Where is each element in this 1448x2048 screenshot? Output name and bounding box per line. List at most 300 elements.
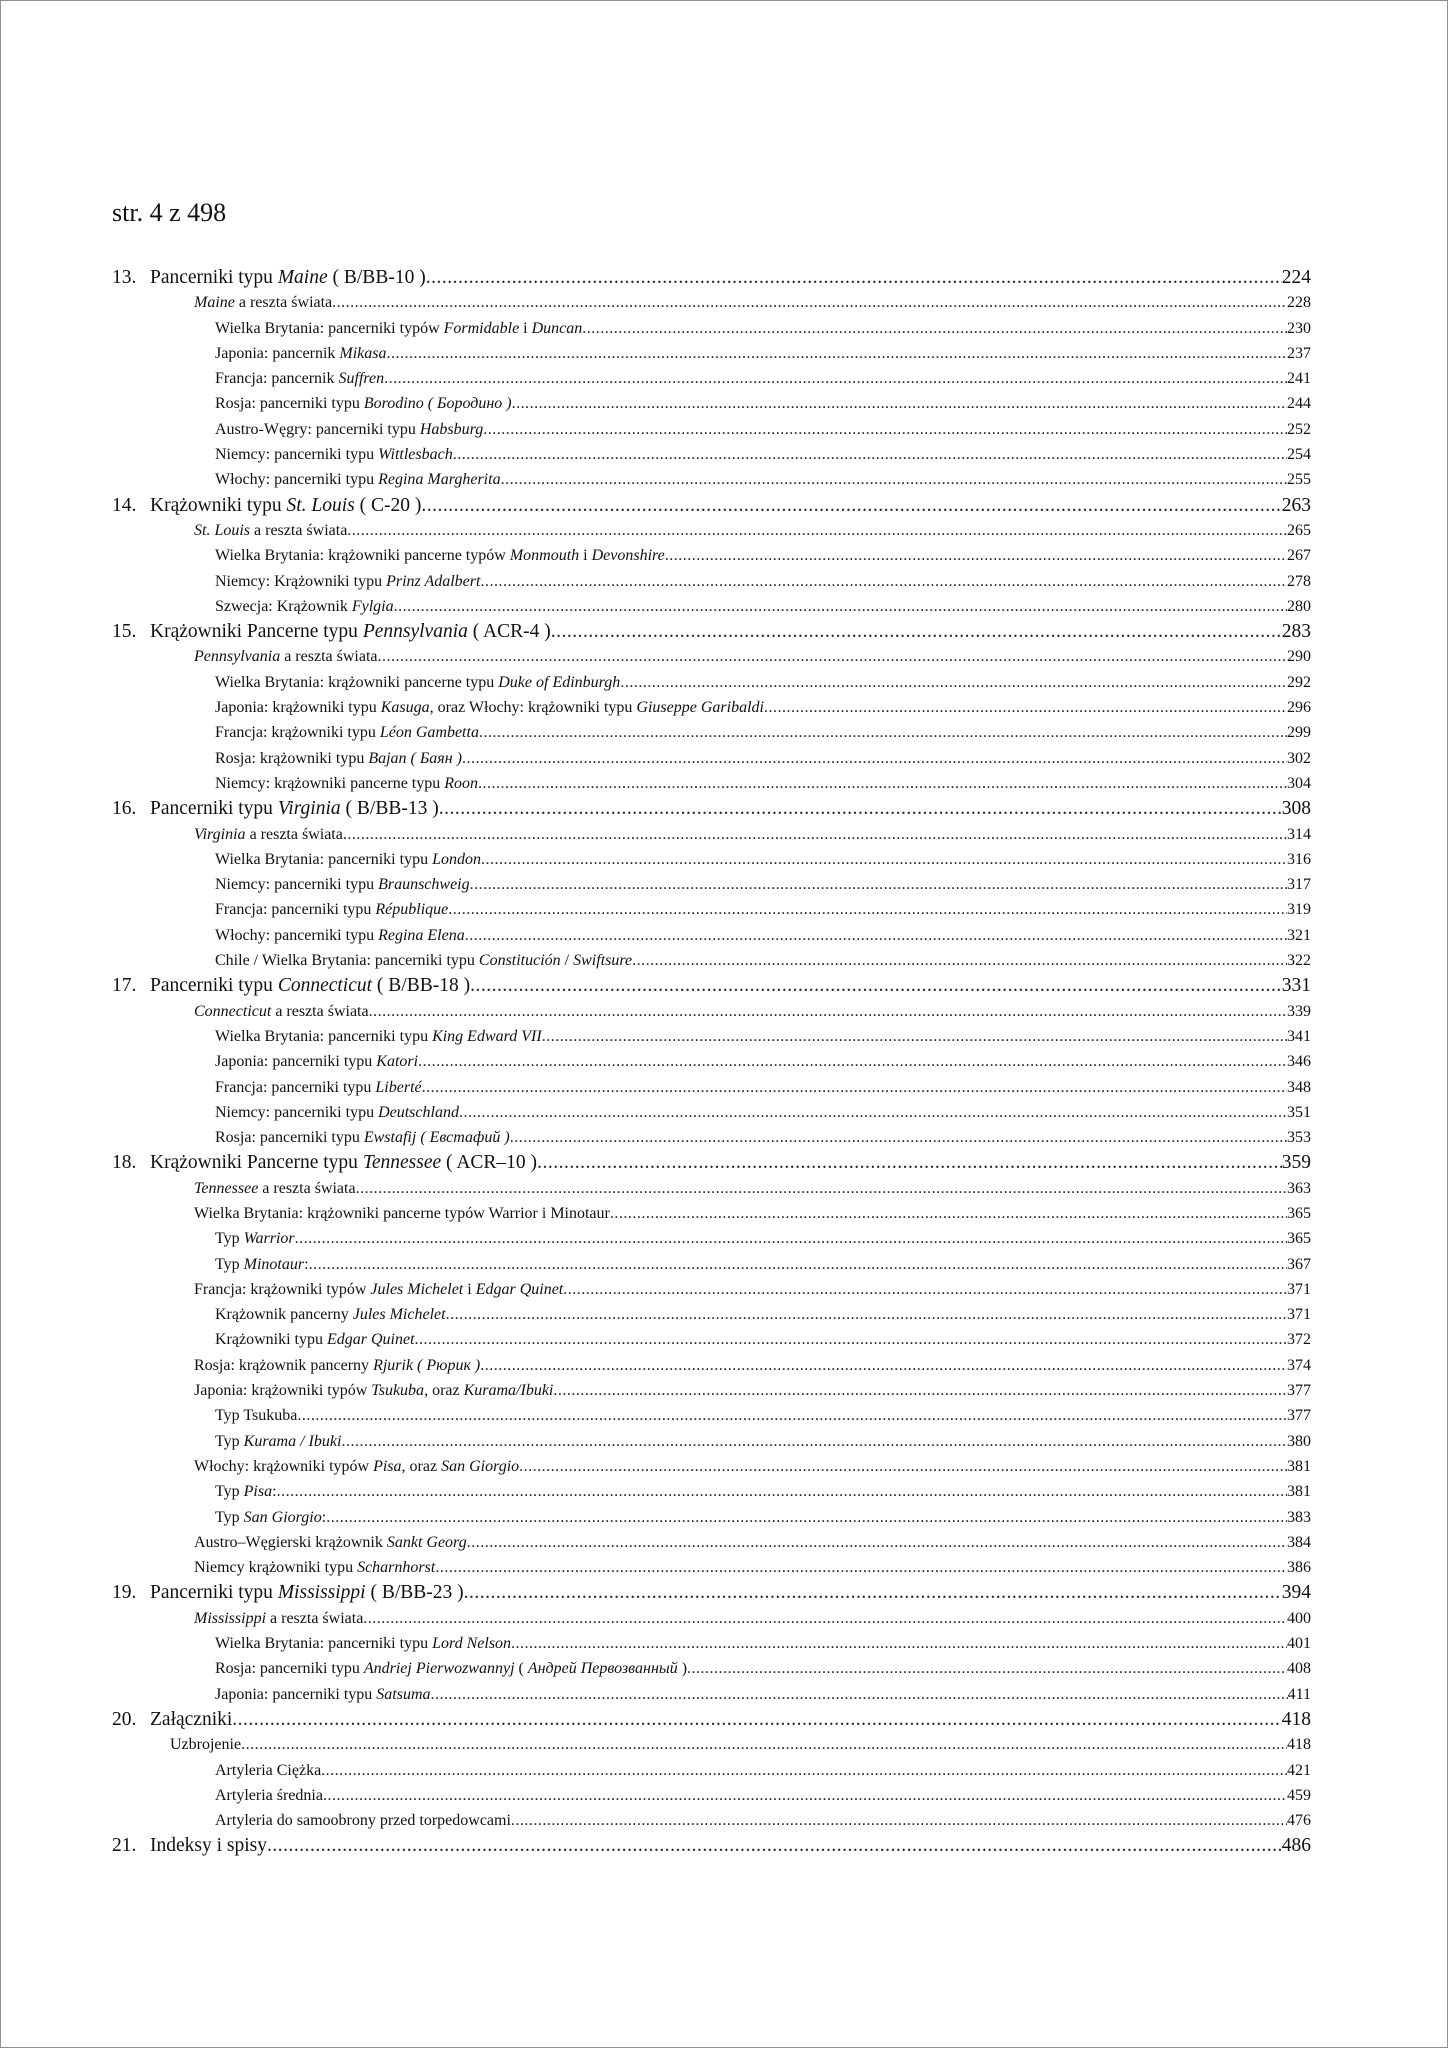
toc-dot-leader [620,670,1287,695]
toc-page-number: 371 [1287,1306,1311,1324]
toc-entry-title [215,543,665,568]
toc-dot-leader [431,1682,1288,1707]
toc-title-part: Szwecja: Krążownik [215,597,352,615]
toc-section-entry [112,1201,1311,1226]
toc-title-italic-part: Deutschland [378,1103,459,1121]
toc-entry-title [215,1808,511,1833]
toc-dot-leader [343,822,1287,847]
toc-entry-title [215,695,764,720]
toc-dot-leader [446,1302,1287,1327]
page-header: str. 4 z 498 [112,198,227,227]
toc-chapter-number: 21. [112,1835,137,1857]
toc-title-part: Wielka Brytania: krążowniki pancerne typów [215,547,510,565]
toc-title-italic-part: Devonshire [591,547,665,565]
toc-title-part: Wielka Brytania: krążowniki pancerne typów Warrior i Minotaur [194,1204,610,1222]
toc-section-entry [112,644,1311,669]
toc-page-number: 283 [1281,621,1311,643]
toc-dot-leader [295,1226,1287,1251]
toc-title-italic-part: Borodino ( Бородино ) [363,395,512,413]
toc-section-entry [112,1631,1311,1656]
toc-entry-title [194,1378,553,1403]
toc-title-italic-part: Virginia [194,825,246,843]
toc-title-part: Rosja: pancerniki typu [215,395,364,413]
toc-entry-title [215,1783,323,1808]
toc-dot-leader [480,569,1287,594]
toc-section-entry [112,695,1311,720]
toc-title-part: Francja: krążowniki typu [215,724,380,742]
toc-title-italic-part: Giuseppe Garibaldi [636,699,764,717]
toc-dot-leader [632,948,1287,973]
toc-entry-title [194,1606,363,1631]
toc-title-part: Chile / Wielka Brytania: pancerniki typu [215,952,479,970]
toc-section-entry [112,1479,1311,1504]
toc-entry-title [215,1075,422,1100]
toc-title-part: i [579,547,592,565]
toc-title-italic-part: Regina Margherita [378,471,501,489]
toc-title-part: Krążownik pancerny [215,1306,353,1324]
toc-entry-title [215,1631,511,1656]
toc-title-part: , oraz Włochy: krążowniki typu [429,699,637,717]
toc-section-entry [112,1302,1311,1327]
toc-title-part: Typ Tsukuba [215,1407,298,1425]
toc-section-entry [112,1429,1311,1454]
toc-entry-title [150,1580,464,1605]
toc-title-part: Wielka Brytania: pancerniki typów [215,319,444,337]
toc-title-italic-part: Bajan ( Баян ) [368,749,462,767]
toc-page-number: 384 [1287,1533,1311,1551]
toc-dot-leader [465,923,1287,948]
toc-title-italic-part: Tennessee [362,1152,442,1174]
toc-page-number: 319 [1287,901,1311,919]
toc-section-entry [112,543,1311,568]
toc-dot-leader [537,1150,1282,1175]
toc-section-entry [112,1125,1311,1150]
toc-title-part: Wielka Brytania: pancerniki typu [215,1027,433,1045]
toc-title-part: Włochy: pancerniki typu [215,926,379,944]
toc-page-number: 386 [1287,1559,1311,1577]
toc-page-number: 237 [1287,344,1311,362]
toc-dot-leader [332,290,1287,315]
toc-section-entry [112,1226,1311,1251]
toc-chapter-number: 18. [112,1152,137,1174]
toc-page-number: 365 [1287,1230,1311,1248]
toc-page-number: 476 [1287,1812,1311,1830]
toc-chapter-number: 20. [112,1708,137,1730]
toc-title-part: Krążowniki Pancerne typu [150,1152,363,1174]
toc-title-italic-part: Mississippi [277,1582,366,1604]
toc-page-number: 255 [1287,471,1311,489]
toc-entry-title [150,1833,267,1858]
toc-dot-leader [394,594,1287,619]
toc-title-part: Artyleria średnia [215,1786,323,1804]
toc-entry-title [150,619,551,644]
toc-page-number: 411 [1287,1685,1311,1703]
toc-title-italic-part: Suffren [338,370,385,388]
toc-title-italic-part: Constitución [478,952,561,970]
toc-title-part: ( ACR-4 ) [467,621,551,643]
toc-chapter-entry [112,796,1311,821]
toc-page-number: 308 [1281,798,1311,820]
toc-page-number: 265 [1287,521,1311,539]
toc-entry-title [194,290,332,315]
toc-chapter-entry [112,1833,1311,1858]
toc-title-part: Uzbrojenie [170,1736,242,1754]
toc-section-entry [112,822,1311,847]
toc-dot-leader [563,1277,1287,1302]
toc-title-italic-part: Warrior [243,1230,295,1248]
toc-section-entry [112,1403,1311,1428]
toc-dot-leader [387,341,1287,366]
toc-section-entry [112,341,1311,366]
toc-entry-title [215,948,632,973]
toc-title-italic-part: Lord Nelson [432,1635,512,1653]
toc-entry-title [215,1682,431,1707]
toc-title-italic-part: Roon [444,774,479,792]
toc-title-part: Pancerniki typu [150,1582,278,1604]
toc-title-italic-part: Formidable [443,319,520,337]
toc-title-italic-part: St. Louis [286,494,355,516]
toc-title-italic-part: République [375,901,449,919]
toc-title-italic-part: Wittlesbach [378,446,453,464]
toc-title-italic-part: King Edward VII [432,1027,542,1045]
toc-dot-leader [519,1454,1287,1479]
toc-title-part: Japonia: krążowniki typu [215,699,381,717]
toc-entry-title [215,467,501,492]
toc-chapter-entry [112,265,1311,290]
toc-dot-leader [309,1252,1287,1277]
toc-dot-leader [341,1429,1287,1454]
toc-page-number: 321 [1287,926,1311,944]
toc-dot-leader [421,493,1281,518]
toc-entry-title [150,1150,537,1175]
toc-title-part: Francja: pancernik [215,370,339,388]
toc-entry-title [215,1125,510,1150]
toc-title-part: Włochy: pancerniki typu [215,471,379,489]
toc-title-italic-part: Prinz Adalbert [386,572,481,590]
toc-title-italic-part: Connecticut [194,1002,272,1020]
toc-dot-leader [448,897,1287,922]
toc-section-entry [112,1783,1311,1808]
toc-dot-leader [551,619,1282,644]
toc-title-italic-part: Scharnhorst [357,1559,436,1577]
toc-dot-leader [435,1555,1287,1580]
toc-title-italic-part: Liberté [375,1078,422,1096]
toc-page-number: 381 [1287,1457,1311,1475]
toc-dot-leader [470,872,1287,897]
toc-section-entry [112,442,1311,467]
toc-section-entry [112,872,1311,897]
toc-dot-leader [478,771,1287,796]
toc-title-italic-part: Kurama / Ibuki [243,1432,342,1450]
toc-page-number: 346 [1287,1053,1311,1071]
toc-title-italic-part: Pennsylvania [194,648,281,666]
toc-page-number: 383 [1287,1508,1311,1526]
toc-section-entry [112,1555,1311,1580]
toc-entry-title [215,391,512,416]
toc-section-entry [112,1353,1311,1378]
toc-title-italic-part: Duke of Edinburgh [498,673,621,691]
toc-entry-title [170,1732,241,1757]
toc-title-italic-part: Minotaur [243,1255,305,1273]
toc-title-part: Francja: krążowniki typów [194,1280,371,1298]
toc-entry-title [215,417,483,442]
toc-dot-leader [462,746,1287,771]
toc-title-part: / [560,952,574,970]
toc-page-number: 371 [1287,1280,1311,1298]
toc-page-number: 341 [1287,1027,1311,1045]
toc-section-entry [112,1758,1311,1783]
toc-section-entry [112,391,1311,416]
toc-section-entry [112,1277,1311,1302]
toc-section-entry [112,417,1311,442]
toc-title-part: Francja: pancerniki typu [215,1078,376,1096]
toc-page-number: 304 [1287,774,1311,792]
toc-title-part: Pancerniki typu [150,267,278,288]
toc-dot-leader [467,1530,1287,1555]
toc-dot-leader [439,796,1282,821]
toc-page-number: 290 [1287,648,1311,666]
toc-section-entry [112,847,1311,872]
toc-section-entry [112,1024,1311,1049]
toc-page-number: 380 [1287,1432,1311,1450]
toc-chapter-entry [112,493,1311,518]
toc-dot-leader [542,1024,1287,1049]
toc-title-part: Japonia: pancerniki typu [215,1053,377,1071]
toc-title-italic-part: Pisa [243,1483,273,1501]
toc-dot-leader [459,1100,1287,1125]
toc-title-italic-part: Swiftsure [573,952,633,970]
toc-dot-leader [369,999,1287,1024]
toc-title-part: : [272,1483,277,1501]
toc-title-italic-part: Rjurik ( Рюрик ) [373,1356,481,1374]
toc-entry-title [215,1302,446,1327]
toc-title-part: a reszta świata [234,294,333,312]
toc-page-number: 348 [1287,1078,1311,1096]
toc-title-part: ( C-20 ) [354,494,422,516]
toc-title-part: Niemcy: pancerniki typu [215,446,379,464]
toc-entry-title [194,644,377,669]
toc-title-italic-part: Habsburg [419,420,484,438]
toc-section-entry [112,316,1311,341]
toc-title-part: Typ [215,1255,244,1273]
toc-title-part: Japonia: pancernik [215,344,340,362]
toc-section-entry [112,1808,1311,1833]
toc-entry-title [215,670,620,695]
toc-page-number: 224 [1281,267,1311,288]
toc-title-part: ( B/BB-18 ) [372,975,471,997]
toc-section-entry [112,1732,1311,1757]
toc-entry-title [215,1226,295,1251]
toc-dot-leader [665,543,1287,568]
toc-entry-title [194,1201,610,1226]
toc-dot-leader [470,973,1282,998]
toc-dot-leader [377,644,1287,669]
toc-title-part: a reszta świata [271,1002,369,1020]
toc-entry-title [150,796,439,821]
toc-title-italic-part: Ewstafij ( Евстафий ) [363,1129,510,1147]
toc-entry-title [215,1429,341,1454]
toc-title-italic-part: Pisa [373,1457,402,1475]
toc-section-entry [112,897,1311,922]
toc-entry-title [194,999,369,1024]
toc-title-part: Niemcy: Krążowniki typu [215,572,387,590]
toc-page-number: 228 [1287,294,1311,312]
toc-section-entry [112,1682,1311,1707]
toc-title-part: a reszta świata [280,648,378,666]
toc-page-number: 252 [1287,420,1311,438]
toc-title-italic-part: Mikasa [339,344,387,362]
toc-page-number: 418 [1281,1708,1311,1730]
toc-dot-leader [501,467,1287,492]
toc-section-entry [112,670,1311,695]
toc-title-italic-part: Léon Gambetta [379,724,479,742]
toc-entry-title [150,493,421,518]
toc-title-part: Załączniki [150,1708,233,1730]
toc-entry-title [194,1555,435,1580]
toc-chapter-entry [112,973,1311,998]
toc-dot-leader [422,1075,1287,1100]
toc-title-part: Rosja: pancerniki typu [215,1129,364,1147]
toc-dot-leader [582,316,1287,341]
toc-entry-title [194,1277,563,1302]
toc-title-part: Krążowniki typu [150,494,287,516]
toc-title-part: Japonia: pancerniki typu [215,1685,377,1703]
toc-page-number: 280 [1287,597,1311,615]
toc-page-number: 230 [1287,319,1311,337]
toc-title-part: : [321,1508,327,1526]
toc-dot-leader [610,1201,1287,1226]
toc-entry-title [215,746,462,771]
toc-entry-title [150,1707,232,1732]
toc-dot-leader [553,1378,1287,1403]
toc-title-italic-part: Andriej Pierwozwannyj [363,1660,515,1678]
toc-title-italic-part: Maine [194,294,235,312]
toc-title-part: a reszta świata [266,1609,364,1627]
toc-section-entry [112,1327,1311,1352]
toc-title-part: Wielka Brytania: pancerniki typu [215,850,433,868]
toc-title-italic-part: Edgar Quinet [475,1280,564,1298]
toc-page-number: 299 [1287,724,1311,742]
toc-title-italic-part: San Giorgio [243,1508,322,1526]
toc-entry-title [215,923,465,948]
toc-entry-title [150,265,426,290]
toc-page-number: 351 [1287,1103,1311,1121]
toc-title-part: Niemcy: krążowniki pancerne typu [215,774,445,792]
toc-page-number: 377 [1287,1407,1311,1425]
toc-title-italic-part: Kurama/Ibuki [463,1382,554,1400]
toc-entry-title [194,1176,356,1201]
toc-title-italic-part: Tennessee [194,1179,259,1197]
toc-title-italic-part: Duncan [531,319,583,337]
toc-title-italic-part: Maine [277,267,328,288]
toc-chapter-number: 13. [112,267,137,288]
toc-title-part: Japonia: krążowniki typów [194,1382,372,1400]
toc-page-number: 353 [1287,1129,1311,1147]
toc-entry-title [215,569,480,594]
toc-title-part: Krążowniki Pancerne typu [150,621,363,643]
toc-page-number: 296 [1287,699,1311,717]
toc-entry-title [215,341,387,366]
toc-section-entry [112,1176,1311,1201]
toc-dot-leader [687,1656,1287,1681]
toc-section-entry [112,1530,1311,1555]
toc-dot-leader [453,442,1287,467]
toc-entry-title [215,1505,326,1530]
toc-title-part: a reszta świata [245,825,343,843]
toc-dot-leader [326,1505,1287,1530]
toc-chapter-entry [112,1707,1311,1732]
toc-page-number: 401 [1287,1635,1311,1653]
toc-entry-title [215,316,582,341]
toc-dot-leader [323,1783,1287,1808]
toc-section-entry [112,1378,1311,1403]
toc-title-italic-part: San Giorgio [441,1457,520,1475]
toc-dot-leader [464,1580,1282,1605]
toc-section-entry [112,771,1311,796]
toc-page-number: 374 [1287,1356,1311,1374]
toc-title-part: Pancerniki typu [150,798,278,820]
toc-section-entry [112,1656,1311,1681]
toc-entry-title [215,872,470,897]
toc-title-italic-part: Pennsylvania [362,621,468,643]
toc-title-part: Artyleria Ciężka [215,1761,322,1779]
toc-section-entry [112,1252,1311,1277]
toc-page-number: 365 [1287,1204,1311,1222]
toc-chapter-number: 17. [112,975,137,997]
toc-title-part: Typ [215,1230,244,1248]
toc-title-italic-part: Edgar Quinet [326,1331,415,1349]
toc-title-part: Pancerniki typu [150,975,278,997]
toc-section-entry [112,1505,1311,1530]
toc-page-number: 394 [1281,1582,1311,1604]
toc-section-entry [112,923,1311,948]
toc-dot-leader [481,847,1287,872]
toc-title-part: Austro-Węgry: pancerniki typu [215,420,420,438]
toc-page-number: 459 [1287,1786,1311,1804]
toc-section-entry [112,1454,1311,1479]
toc-dot-leader [356,1176,1287,1201]
toc-section-entry [112,467,1311,492]
toc-page-number: 372 [1287,1331,1311,1349]
toc-page-number: 331 [1281,975,1311,997]
toc-chapter-entry [112,619,1311,644]
toc-page-number: 316 [1287,850,1311,868]
toc-dot-leader [321,1758,1287,1783]
toc-title-italic-part: Katori [376,1053,419,1071]
toc-dot-leader [511,1808,1287,1833]
toc-title-part: ( B/BB-10 ) [327,267,426,288]
toc-page-number: 254 [1287,446,1311,464]
toc-chapter-entry [112,1150,1311,1175]
toc-title-italic-part: Jules Michelet [352,1306,446,1324]
toc-page-number: 267 [1287,547,1311,565]
toc-title-italic-part: London [432,850,481,868]
toc-dot-leader [764,695,1287,720]
toc-title-part: Rosja: krążownik pancerny [194,1356,374,1374]
toc-section-entry [112,948,1311,973]
toc-entry-title [215,1403,297,1428]
toc-page-number: 302 [1287,749,1311,767]
toc-section-entry [112,569,1311,594]
toc-dot-leader [415,1327,1287,1352]
toc-dot-leader [483,417,1287,442]
toc-dot-leader [418,1049,1287,1074]
toc-title-part: ) [677,1660,688,1678]
toc-entry-title [194,822,343,847]
toc-page-number: 367 [1287,1255,1311,1273]
toc-title-part: ( B/BB-13 ) [340,798,439,820]
toc-page-number: 241 [1287,370,1311,388]
